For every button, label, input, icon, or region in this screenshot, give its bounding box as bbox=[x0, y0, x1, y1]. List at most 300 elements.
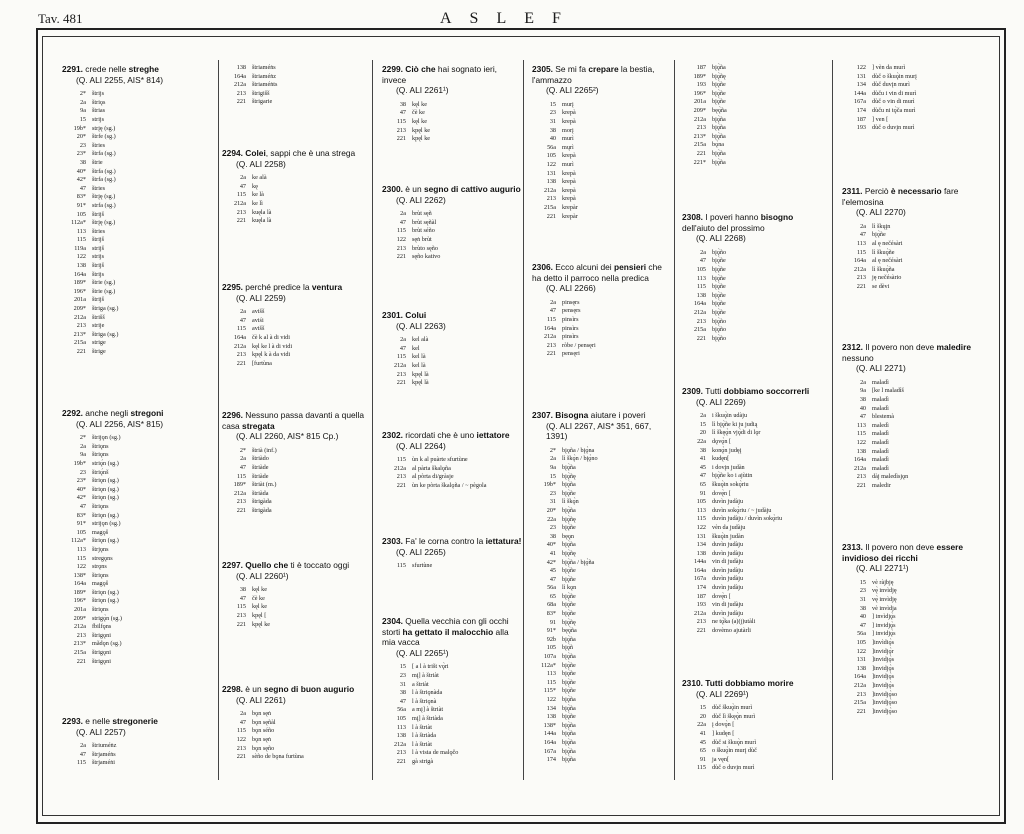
form-row bbox=[62, 529, 212, 538]
location-code: 213 bbox=[546, 341, 556, 349]
form-row bbox=[222, 360, 370, 369]
form-row bbox=[682, 275, 827, 284]
location-code: 213* bbox=[73, 330, 86, 338]
location-code: 221 bbox=[856, 282, 866, 290]
dialect-form: bǫn sęṅ bbox=[252, 735, 272, 743]
location-code: 112a* bbox=[71, 537, 86, 545]
entry-text: dell'aiuto del prossimo bbox=[682, 222, 765, 233]
form-row bbox=[382, 362, 522, 371]
entry-number: 2311. bbox=[842, 186, 865, 196]
form-row bbox=[842, 387, 982, 396]
location-code: 68a bbox=[547, 601, 556, 609]
dialect-form: bįǫ̀ñe bbox=[562, 592, 576, 600]
location-code: 47 bbox=[549, 307, 556, 315]
form-list bbox=[532, 299, 672, 359]
location-code: 138 bbox=[546, 178, 556, 186]
form-row bbox=[62, 305, 212, 314]
location-code: 38 bbox=[79, 158, 86, 166]
dialect-form: bįǫ̀ñe bbox=[712, 265, 726, 273]
form-row bbox=[682, 490, 827, 499]
dialect-form: strijs bbox=[92, 115, 105, 123]
form-row bbox=[532, 135, 672, 144]
location-code: 113 bbox=[76, 545, 86, 553]
location-code: 138 bbox=[396, 732, 406, 740]
form-row bbox=[532, 739, 672, 748]
dialect-form: ja vęn[ bbox=[712, 755, 730, 763]
location-code: 2* bbox=[79, 434, 86, 442]
entry-reference: (Q. ALI 2257) bbox=[76, 726, 126, 737]
form-row bbox=[222, 710, 370, 719]
dialect-form: morį bbox=[562, 126, 574, 134]
location-code: 193 bbox=[856, 124, 866, 132]
location-code: 23 bbox=[399, 671, 406, 679]
form-row bbox=[532, 307, 672, 316]
map-entry bbox=[222, 282, 370, 368]
location-code: 65 bbox=[549, 592, 556, 600]
dialect-form: gà strigà bbox=[412, 757, 434, 765]
form-row bbox=[842, 605, 982, 614]
form-row bbox=[842, 596, 982, 605]
map-entry bbox=[382, 616, 522, 767]
location-code: 19b* bbox=[73, 124, 86, 132]
entry-number: 2310. bbox=[682, 678, 706, 688]
dialect-form: bįǫ̀ñe bbox=[562, 524, 576, 532]
location-code: 221 bbox=[236, 359, 246, 367]
form-row bbox=[532, 541, 672, 550]
location-code: 105 bbox=[546, 644, 556, 652]
entry-text: ricordati che è uno bbox=[405, 430, 477, 440]
dialect-form: maladì bbox=[872, 404, 889, 412]
entry-keyword: stregonerie bbox=[112, 716, 158, 726]
location-code: 138* bbox=[543, 721, 556, 729]
dialect-form: sęño kativo bbox=[412, 253, 441, 261]
dialect-form: murį bbox=[562, 100, 574, 108]
map-entry bbox=[222, 684, 370, 762]
entry-text: nessuno bbox=[842, 352, 874, 363]
location-code: 213 bbox=[236, 208, 246, 216]
form-row bbox=[532, 118, 672, 127]
form-row bbox=[842, 90, 982, 99]
dialect-form: štrįę (sg.) bbox=[92, 193, 116, 201]
entry-text: Il povero non deve bbox=[865, 342, 937, 352]
dialect-form: lì škǫ̀n bbox=[562, 498, 579, 506]
form-list bbox=[222, 447, 370, 516]
dialect-form: dovę̀n [ bbox=[712, 489, 731, 497]
dialect-form: ] invidjǫ̀s bbox=[872, 630, 896, 638]
form-row bbox=[842, 240, 982, 249]
location-code: 122 bbox=[76, 253, 86, 261]
entry-text: la bestia, l'ammazzo bbox=[532, 64, 655, 85]
form-row bbox=[842, 439, 982, 448]
form-row bbox=[62, 245, 212, 254]
entry-text: Fa' le corna contro la bbox=[405, 536, 486, 546]
form-row bbox=[842, 630, 982, 639]
map-entry bbox=[682, 386, 827, 636]
form-row bbox=[62, 623, 212, 632]
form-row bbox=[532, 299, 672, 308]
form-row bbox=[842, 283, 982, 292]
dialect-form: dùč si škuǫ̀n murì bbox=[712, 738, 757, 746]
form-row bbox=[62, 563, 212, 572]
form-row bbox=[682, 541, 827, 550]
form-row bbox=[62, 520, 212, 529]
map-entry bbox=[222, 148, 370, 226]
location-code: 174 bbox=[856, 106, 866, 114]
entry-reference: (Q. ALI 2260¹) bbox=[236, 570, 289, 581]
form-row bbox=[62, 443, 212, 452]
map-entry bbox=[382, 310, 522, 388]
entry-text: Se mi fa bbox=[555, 64, 589, 74]
dialect-form: bǫn sęñàl bbox=[252, 718, 276, 726]
form-list bbox=[222, 586, 370, 629]
form-row bbox=[842, 73, 982, 82]
dialect-form: ke lì bbox=[252, 199, 263, 207]
form-row bbox=[222, 98, 370, 107]
form-row bbox=[842, 430, 982, 439]
form-row bbox=[62, 253, 212, 262]
location-code: 15 bbox=[699, 704, 706, 712]
dialect-form: bįǫ̀ñę bbox=[562, 472, 576, 480]
dialect-form: kuęla là bbox=[252, 208, 272, 216]
location-code: 31 bbox=[549, 117, 556, 125]
entry-text: Tutti bbox=[705, 386, 724, 396]
dialect-form: štrigàda bbox=[252, 506, 272, 514]
form-row bbox=[62, 742, 212, 751]
location-code: 212a bbox=[73, 623, 86, 631]
dialect-form: vin di judàju bbox=[712, 601, 744, 609]
entry-keyword: segno di cattivo augurio bbox=[423, 184, 521, 194]
dialect-form: lì kǫn bbox=[562, 584, 577, 592]
location-code: 138 bbox=[856, 447, 866, 455]
dialect-form: kudęn[ bbox=[712, 455, 730, 463]
location-code: 22a bbox=[547, 515, 556, 523]
dialect-form: o škuǫ̀in murį dùč bbox=[712, 747, 757, 755]
form-row bbox=[62, 219, 212, 228]
dialect-form: bǫn sęṅ bbox=[252, 710, 272, 718]
form-row bbox=[842, 249, 982, 258]
entry-text: Ecco alcuni dei bbox=[555, 262, 614, 272]
form-row bbox=[222, 612, 370, 621]
dialect-form: dovèmo ajutàrli bbox=[712, 627, 752, 635]
dialect-form: kęl ke bbox=[252, 586, 267, 594]
dialect-form: bǫn séño bbox=[252, 727, 275, 735]
dialect-form: štrie (sg.) bbox=[92, 279, 116, 287]
form-row bbox=[62, 193, 212, 202]
location-code: 38 bbox=[859, 604, 866, 612]
form-row bbox=[842, 613, 982, 622]
form-list bbox=[682, 412, 827, 635]
dialect-form: maladì bbox=[872, 456, 889, 464]
dialect-form: štrijs bbox=[92, 90, 105, 98]
form-row bbox=[532, 584, 672, 593]
dialect-form: štriǫns bbox=[92, 606, 109, 614]
dialect-form: mųrì bbox=[562, 143, 574, 151]
dialect-form: pensęri bbox=[562, 350, 580, 358]
location-code: 113 bbox=[546, 670, 556, 678]
dialect-form: al ę nečésàri bbox=[872, 239, 903, 247]
form-row bbox=[222, 727, 370, 736]
form-row bbox=[382, 109, 522, 118]
location-code: 212a bbox=[693, 115, 706, 123]
location-code: 47 bbox=[239, 182, 246, 190]
dialect-form: bįǫ̀ñę bbox=[562, 515, 576, 523]
location-code: 20 bbox=[699, 712, 706, 720]
location-code: 40* bbox=[76, 167, 86, 175]
location-code: 164a bbox=[73, 580, 86, 588]
entry-keyword: Bisogna bbox=[555, 410, 589, 420]
entry-text: Nessuno passa davanti a quella casa bbox=[222, 410, 365, 431]
form-row bbox=[222, 90, 370, 99]
location-code: 212a bbox=[693, 308, 706, 316]
map-entry bbox=[842, 186, 982, 292]
entry-heading bbox=[62, 64, 212, 85]
entry-keyword: stregoni bbox=[130, 408, 164, 418]
location-code: 122 bbox=[546, 696, 556, 703]
form-row bbox=[682, 593, 827, 602]
dialect-form: štrišš bbox=[92, 313, 105, 321]
form-row bbox=[532, 516, 672, 525]
form-row bbox=[222, 191, 370, 200]
form-row bbox=[222, 81, 370, 90]
dialect-form: krepà bbox=[562, 195, 576, 203]
dialect-form: kel alà bbox=[412, 336, 429, 344]
entry-keyword: Quello che bbox=[245, 560, 289, 570]
dialect-form: duvìn sokǫ̀riu / ~ judàju bbox=[712, 506, 772, 514]
location-code: 213 bbox=[546, 195, 556, 203]
location-code: 47 bbox=[859, 231, 866, 239]
location-code: 47 bbox=[399, 697, 406, 705]
location-code: 2a bbox=[80, 98, 86, 106]
entry-number: 2293. bbox=[62, 716, 86, 726]
form-row bbox=[382, 336, 522, 345]
dialect-form: štrià (inf.) bbox=[252, 446, 277, 454]
location-code: 164a bbox=[543, 324, 556, 332]
dialect-form: į dovǫ̀n [ bbox=[712, 721, 735, 729]
dialect-form: vè ràjbję bbox=[872, 578, 894, 586]
form-list bbox=[842, 579, 982, 717]
form-row bbox=[842, 98, 982, 107]
location-code: 221 bbox=[546, 212, 556, 220]
dialect-form: krepà bbox=[562, 186, 576, 194]
entry-heading bbox=[532, 410, 672, 442]
form-row bbox=[222, 183, 370, 192]
dialect-form: duvìn judàju bbox=[712, 584, 744, 592]
location-code: 42* bbox=[76, 176, 86, 184]
location-code: 9a bbox=[80, 107, 86, 115]
form-row bbox=[62, 168, 212, 177]
form-row bbox=[682, 318, 827, 327]
location-code: 2a bbox=[550, 455, 556, 463]
dialect-form: krepà bbox=[562, 169, 576, 177]
form-row bbox=[62, 107, 212, 116]
location-code: 187 bbox=[696, 64, 706, 71]
form-row bbox=[682, 567, 827, 576]
location-code: 47 bbox=[79, 184, 86, 192]
dialect-form: bęǫ̀ña bbox=[562, 627, 577, 635]
form-row bbox=[62, 580, 212, 589]
entry-reference: (Q. ALI 2265¹) bbox=[396, 647, 449, 658]
dialect-form: bįǫ̀ña bbox=[712, 158, 726, 166]
dialect-form: bįǫ̀ña bbox=[562, 738, 576, 746]
map-entry bbox=[532, 64, 672, 221]
dialect-form: dǫvǫ̀n [ bbox=[712, 437, 732, 445]
form-row bbox=[842, 482, 982, 491]
entry-reference: (Q. ALI 2270) bbox=[856, 207, 906, 218]
location-code: 131 bbox=[856, 72, 866, 80]
form-row bbox=[62, 296, 212, 305]
location-code: 212a bbox=[693, 609, 706, 617]
dialect-form: štriaméṅts bbox=[252, 81, 278, 89]
form-row bbox=[382, 562, 522, 571]
entry-text: è un bbox=[245, 684, 264, 694]
location-code: 115 bbox=[396, 117, 406, 125]
form-row bbox=[532, 576, 672, 585]
dialect-form: štrijš bbox=[92, 210, 105, 218]
location-code: 40 bbox=[549, 135, 556, 143]
form-row bbox=[532, 567, 672, 576]
entry-number: 2306. bbox=[532, 262, 556, 272]
location-code: 221 bbox=[856, 707, 866, 715]
location-code: 23* bbox=[76, 150, 86, 158]
form-row bbox=[682, 515, 827, 524]
dialect-form: duvìn judàju bbox=[712, 575, 744, 583]
entry-reference: (Q. ALI 2271) bbox=[856, 363, 906, 374]
form-row bbox=[532, 498, 672, 507]
form-row bbox=[382, 245, 522, 254]
location-code: 221 bbox=[76, 657, 86, 665]
form-row bbox=[62, 512, 212, 521]
location-code: 38 bbox=[399, 100, 406, 108]
entry-reference: (Q. ALI 2259) bbox=[236, 292, 286, 303]
dialect-form: l à štriǫnà bbox=[412, 697, 437, 705]
dialect-form: bįǫ̀ñe bbox=[712, 291, 726, 299]
form-row bbox=[62, 159, 212, 168]
location-code: 189* bbox=[73, 279, 86, 287]
location-code: 138 bbox=[696, 549, 706, 557]
location-code: 2a bbox=[80, 742, 86, 750]
dialect-form: bįǫ̀ñę bbox=[562, 549, 576, 557]
dialect-form: strige bbox=[92, 339, 106, 347]
dialect-form: magǫš bbox=[92, 528, 109, 536]
location-code: 56a bbox=[547, 143, 556, 151]
dialect-form: bįǫ̀ñę bbox=[712, 72, 726, 80]
form-row bbox=[62, 537, 212, 546]
entry-number: 2307. bbox=[532, 410, 556, 420]
location-code: 213 bbox=[696, 618, 706, 626]
location-code: 215a bbox=[693, 326, 706, 334]
location-code: 221 bbox=[396, 481, 406, 489]
location-code: 92b bbox=[546, 635, 556, 643]
dialect-form: murì bbox=[562, 135, 574, 143]
form-row bbox=[62, 279, 212, 288]
form-row bbox=[62, 271, 212, 280]
location-code: 213* bbox=[73, 640, 86, 648]
form-row bbox=[842, 396, 982, 405]
dialect-form: striǫ́n (sg.) bbox=[92, 459, 119, 467]
form-row bbox=[382, 135, 522, 144]
location-code: 47 bbox=[79, 502, 86, 510]
dialect-form: vin di judàju bbox=[712, 558, 744, 566]
form-list bbox=[62, 434, 212, 666]
location-code: 23 bbox=[859, 587, 866, 595]
form-row bbox=[382, 236, 522, 245]
form-row bbox=[682, 627, 827, 636]
dialect-form: bįǫ̀ña bbox=[562, 730, 576, 738]
form-row bbox=[62, 649, 212, 658]
location-code: 138 bbox=[696, 291, 706, 299]
form-row bbox=[842, 699, 982, 708]
dialect-form: kpęl là bbox=[412, 370, 429, 378]
form-row bbox=[842, 682, 982, 691]
dialect-form: [ a l à trišt vǫ̀ri bbox=[412, 663, 449, 671]
map-entry bbox=[222, 64, 370, 107]
location-code: 115 bbox=[856, 430, 866, 438]
dialect-form: bįǫ̀ña bbox=[712, 124, 726, 132]
location-code: 9a bbox=[550, 463, 556, 471]
form-row bbox=[842, 379, 982, 388]
location-code: 196* bbox=[73, 597, 86, 605]
location-code: 213 bbox=[76, 631, 86, 639]
location-code: 215a bbox=[73, 339, 86, 347]
dialect-form: kel là bbox=[412, 361, 426, 369]
location-code: 2a bbox=[240, 455, 246, 463]
dialect-form: lì škuǫ̀ñe bbox=[872, 248, 895, 256]
dialect-form: brùt sęñàl bbox=[412, 218, 437, 226]
form-list bbox=[222, 174, 370, 226]
form-row bbox=[382, 210, 522, 219]
dialect-form: kuęla là bbox=[252, 217, 272, 225]
location-code: 213 bbox=[696, 317, 706, 325]
dialect-form: vę̀ invìdję bbox=[872, 595, 897, 603]
location-code: 23 bbox=[79, 141, 86, 149]
entry-number: 2297. bbox=[222, 560, 246, 570]
form-row bbox=[382, 345, 522, 354]
entry-text: Il povero non deve bbox=[865, 542, 937, 552]
entry-keyword: dobbiamo soccorrerli bbox=[723, 386, 810, 396]
location-code: 2* bbox=[549, 446, 556, 454]
form-row bbox=[842, 665, 982, 674]
dialect-form: štrijš bbox=[92, 262, 105, 270]
form-row bbox=[682, 81, 827, 90]
location-code: 215a bbox=[693, 141, 706, 149]
dialect-form: mį] à štriàda bbox=[412, 714, 443, 722]
location-code: 221 bbox=[696, 334, 706, 342]
location-code: 209* bbox=[73, 614, 86, 622]
form-row bbox=[222, 317, 370, 326]
dialect-form: brùt séño bbox=[412, 227, 435, 235]
dialect-form: štriǫns bbox=[92, 502, 109, 510]
form-row bbox=[682, 98, 827, 107]
dialect-form: bįǫ̀ña bbox=[562, 721, 576, 729]
dialect-form: čè ke bbox=[252, 594, 265, 602]
location-code: 138 bbox=[856, 664, 866, 672]
location-code: 47 bbox=[79, 750, 86, 758]
column-divider bbox=[674, 60, 675, 780]
column-divider bbox=[218, 60, 219, 780]
location-code: 213* bbox=[693, 132, 706, 140]
form-row bbox=[382, 749, 522, 758]
form-row bbox=[62, 751, 212, 760]
location-code: 45 bbox=[699, 463, 706, 471]
form-row bbox=[382, 732, 522, 741]
location-code: 47 bbox=[399, 344, 406, 352]
location-code: 213 bbox=[236, 744, 246, 752]
dialect-form: bįǫ̀ña bbox=[562, 635, 576, 643]
form-list bbox=[682, 64, 827, 167]
location-code: 209* bbox=[73, 305, 86, 313]
entry-heading bbox=[682, 386, 827, 407]
form-row bbox=[222, 507, 370, 516]
